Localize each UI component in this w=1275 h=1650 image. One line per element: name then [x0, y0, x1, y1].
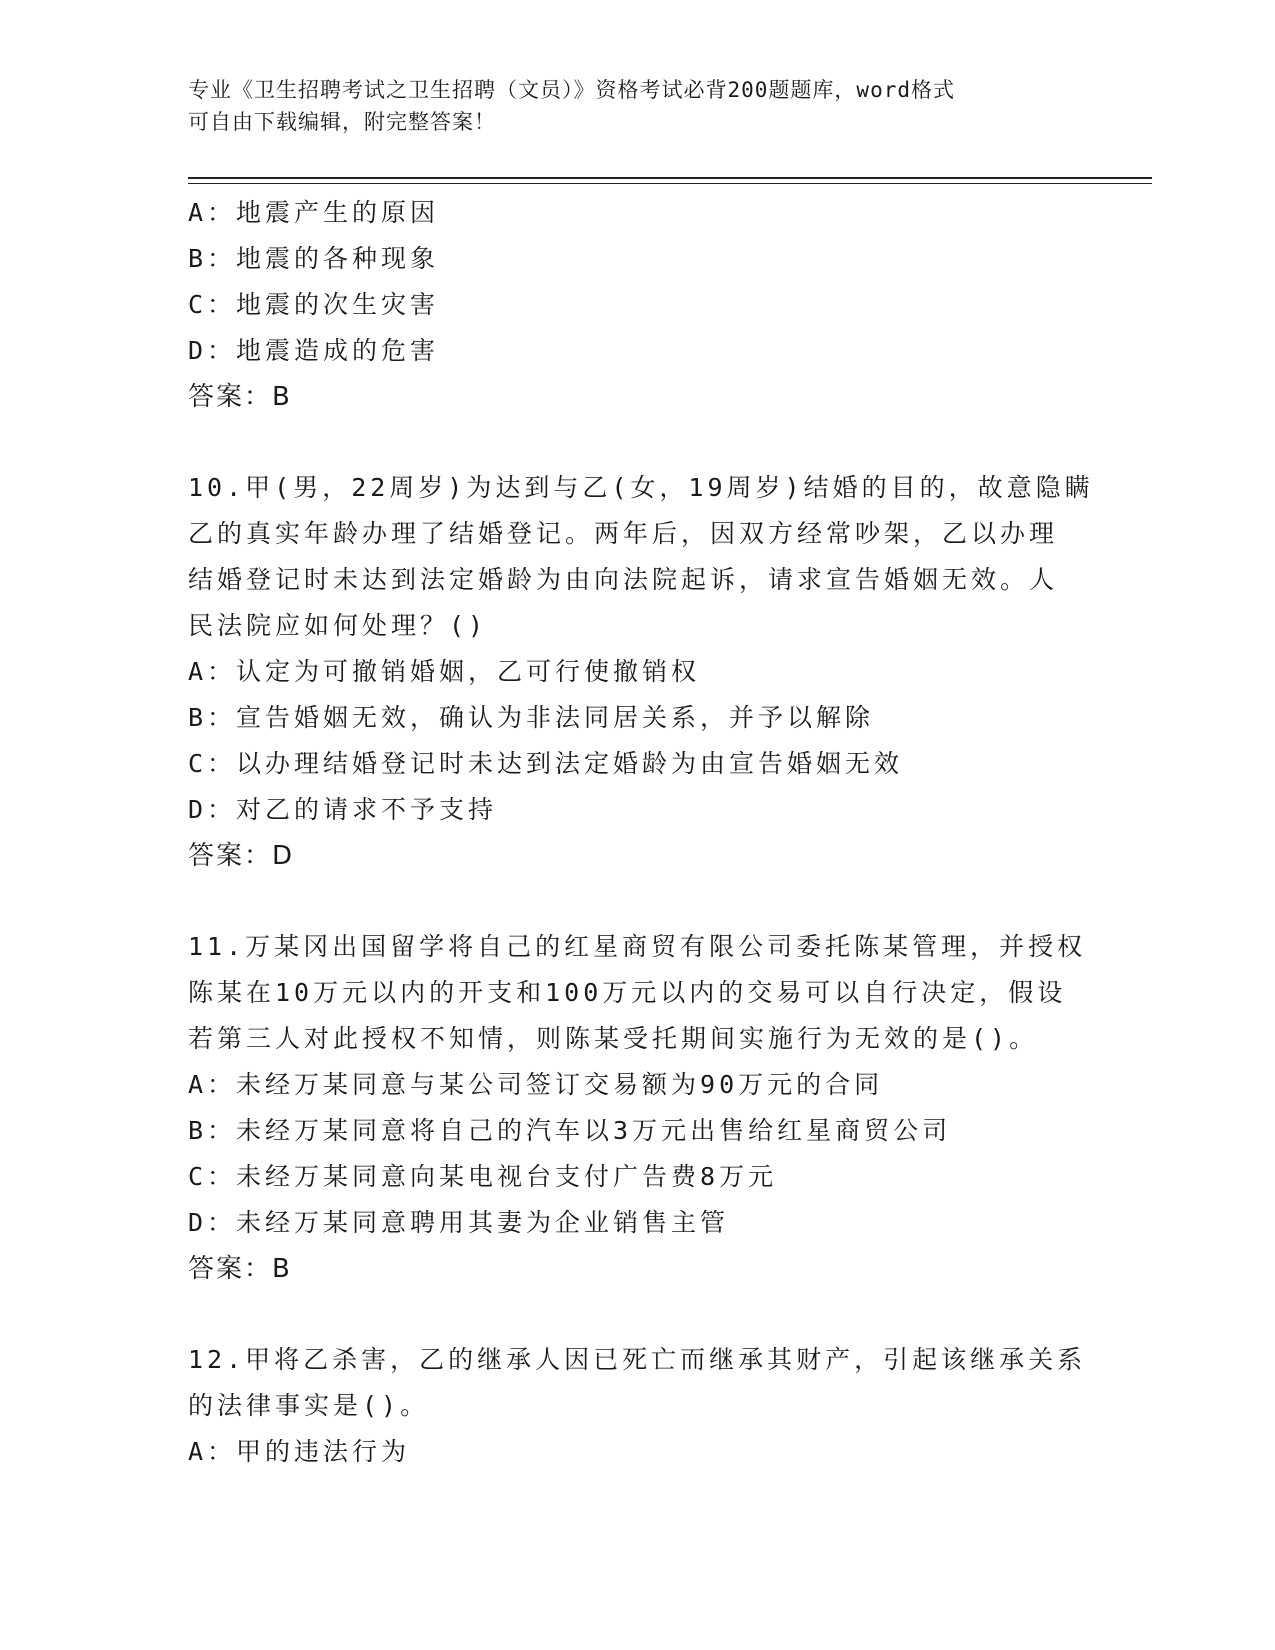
- question-11: [188, 924, 1088, 1292]
- question-list: [188, 190, 1094, 1475]
- question-text-line: 陈某在10万元以内的开支和100万元以内的交易可以自行决定，假设: [188, 978, 1067, 1007]
- question-9: [188, 190, 1088, 420]
- question-text-line: 民法院应如何处理？(): [188, 611, 488, 640]
- option-d: D：未经万某同意聘用其妻为企业销售主管: [188, 1208, 730, 1237]
- answer: 答案：B: [188, 1254, 292, 1284]
- question-10: [188, 465, 1094, 879]
- spacer: [188, 420, 1088, 465]
- question-text-line: 11.万某冈出国留学将自己的红星商贸有限公司委托陈某管理，并授权: [188, 932, 1087, 961]
- question-text-line: 乙的真实年龄办理了结婚登记。两年后，因双方经常吵架，乙以办理: [188, 519, 1059, 548]
- question-text-line: 10.甲(男，22周岁)为达到与乙(女，19周岁)结婚的目的，故意隐瞒: [188, 473, 1094, 502]
- option-b: B：未经万某同意将自己的汽车以3万元出售给红星商贸公司: [188, 1116, 952, 1145]
- option-d: D：对乙的请求不予支持: [188, 795, 498, 824]
- option-c: C：地震的次生灾害: [188, 290, 440, 319]
- option-a: A：甲的违法行为: [188, 1437, 411, 1466]
- spacer: [188, 879, 1088, 924]
- question-text-line: 结婚登记时未达到法定婚龄为由向法院起诉，请求宣告婚姻无效。人: [188, 565, 1059, 594]
- option-c: C：以办理结婚登记时未达到法定婚龄为由宣告婚姻无效: [188, 749, 904, 778]
- header-line-2: 可自由下载编辑，附完整答案！: [188, 110, 496, 134]
- question-text-line: 12.甲将乙杀害，乙的继承人因已死亡而继承其财产，引起该继承关系: [188, 1345, 1087, 1374]
- option-c: C：未经万某同意向某电视台支付广告费8万元: [188, 1162, 778, 1191]
- option-a: A：认定为可撤销婚姻，乙可行使撤销权: [188, 657, 701, 686]
- option-b: B：地震的各种现象: [188, 244, 440, 273]
- question-text-line: 若第三人对此授权不知情，则陈某受托期间实施行为无效的是()。: [188, 1024, 1039, 1053]
- option-b: B：宣告婚姻无效，确认为非法同居关系，并予以解除: [188, 703, 875, 732]
- question-text-line: 的法律事实是()。: [188, 1391, 430, 1420]
- option-a: A：地震产生的原因: [188, 198, 440, 227]
- option-a: A：未经万某同意与某公司签订交易额为90万元的合同: [188, 1070, 884, 1099]
- answer: 答案：D: [188, 841, 295, 871]
- header-divider-thick: [188, 177, 1152, 179]
- question-12: [188, 1337, 1088, 1475]
- spacer: [188, 1292, 1088, 1337]
- answer: 答案：B: [188, 382, 292, 412]
- document-header: [188, 74, 1088, 138]
- header-line-1: 专业《卫生招聘考试之卫生招聘（文员）》资格考试必背200题题库，word格式: [188, 78, 955, 102]
- header-divider-thin: [188, 183, 1152, 184]
- option-d: D：地震造成的危害: [188, 336, 440, 365]
